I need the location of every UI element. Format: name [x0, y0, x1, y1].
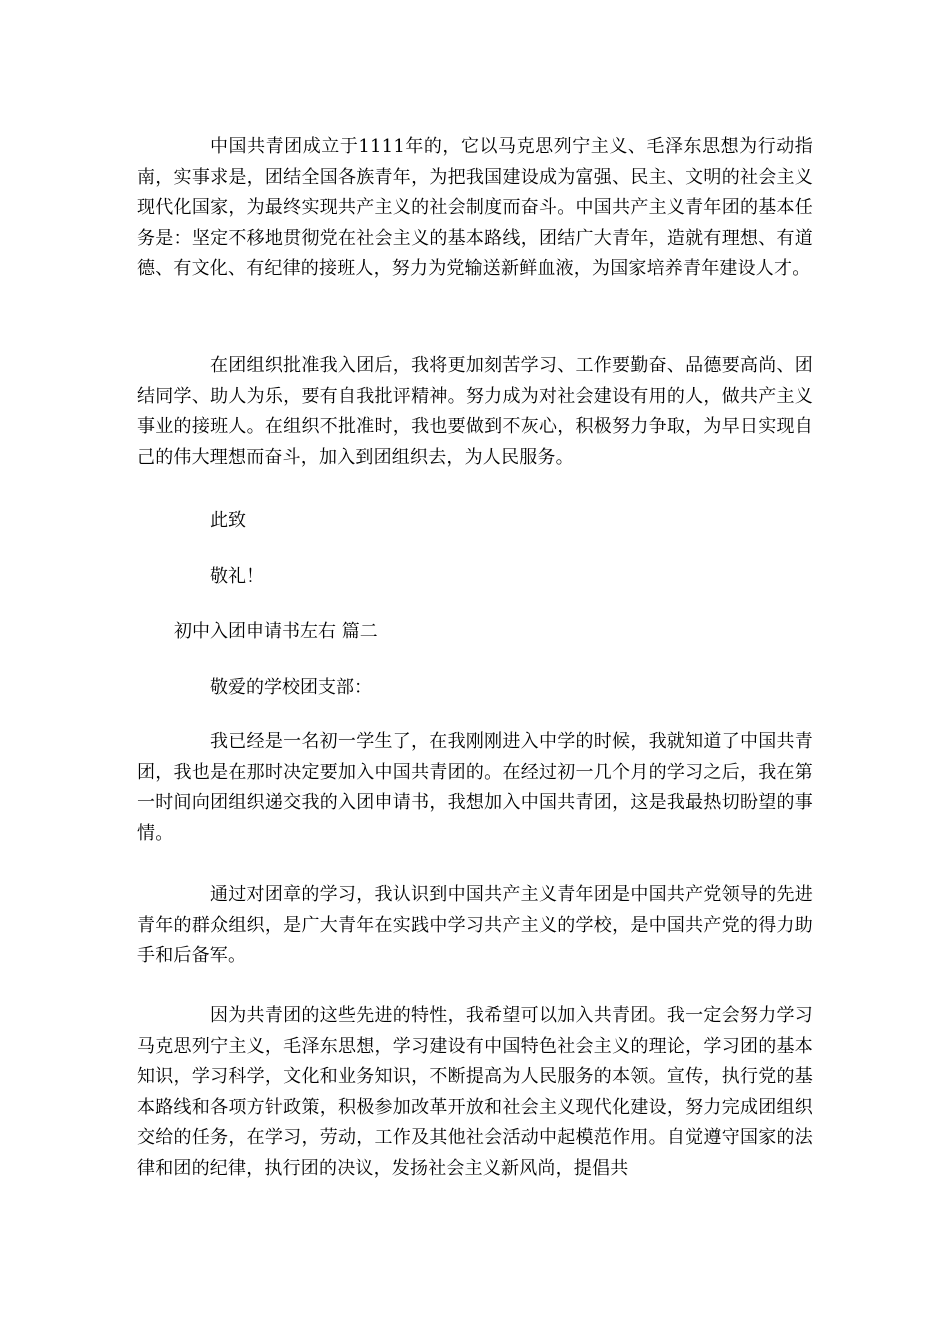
paragraph-4: 通过对团章的学习，我认识到中国共产主义青年团是中国共产党领导的先进青年的群众组织，是广大青年在实践中学习共产主义的学校，是中国共产党的得力助手和后备军。	[137, 884, 813, 966]
paragraph-2: 在团组织批准我入团后，我将更加刻苦学习、工作要勤奋、品德要高尚、团结同学、助人为乐，要有自我批评精神。努力成为对社会建设有用的人，做共产主义事业的接班人。在组织不批准时，我也要做到不灰心，积极努力争取，为早日实现自己的伟大理想而奋斗，加入到团组织去，为人民服务。	[137, 355, 813, 468]
paragraph-1: 中国共青团成立于1111年的，它以马克思列宁主义、毛泽东思想为行动指南，实事求是，团结全国各族青年，为把我国建设成为富强、民主、文明的社会主义现代化国家，为最终实现共产主义的社会制度而奋斗。中国共产主义青年团的基本任务是：坚定不移地贯彻党在社会主义的基本路线，团结广大青年，造就有理想、有道德、有文化、有纪律的接班人，努力为党输送新鲜血液，为国家培养青年建设人才。	[137, 136, 813, 279]
closing-line-1: 此致	[210, 510, 246, 531]
closing-line-2: 敬礼！	[210, 566, 264, 587]
salutation: 敬爱的学校团支部：	[210, 677, 372, 698]
paragraph-3: 我已经是一名初一学生了，在我刚刚进入中学的时候，我就知道了中国共青团，我也是在那时决定要加入中国共青团的。在经过初一几个月的学习之后，我在第一时间向团组织递交我的入团申请书，我想加入中国共青团，这是我最热切盼望的事情。	[137, 731, 813, 844]
paragraph-5: 因为共青团的这些先进的特性，我希望可以加入共青团。我一定会努力学习马克思列宁主义，毛泽东思想，学习建设有中国特色社会主义的理论，学习团的基本知识，学习科学，文化和业务知识，不断提高为人民服务的本领。宣传，执行党的基本路线和各项方针政策，积极参加改革开放和社会主义现代化建设，努力完成团组织交给的任务，在学习，劳动，工作及其他社会活动中起模范作用。自觉遵守国家的法律和团的纪律，执行团的决议，发扬社会主义新风尚，提倡共	[137, 1005, 813, 1179]
section-title: 初中入团申请书左右 篇二	[174, 621, 378, 642]
